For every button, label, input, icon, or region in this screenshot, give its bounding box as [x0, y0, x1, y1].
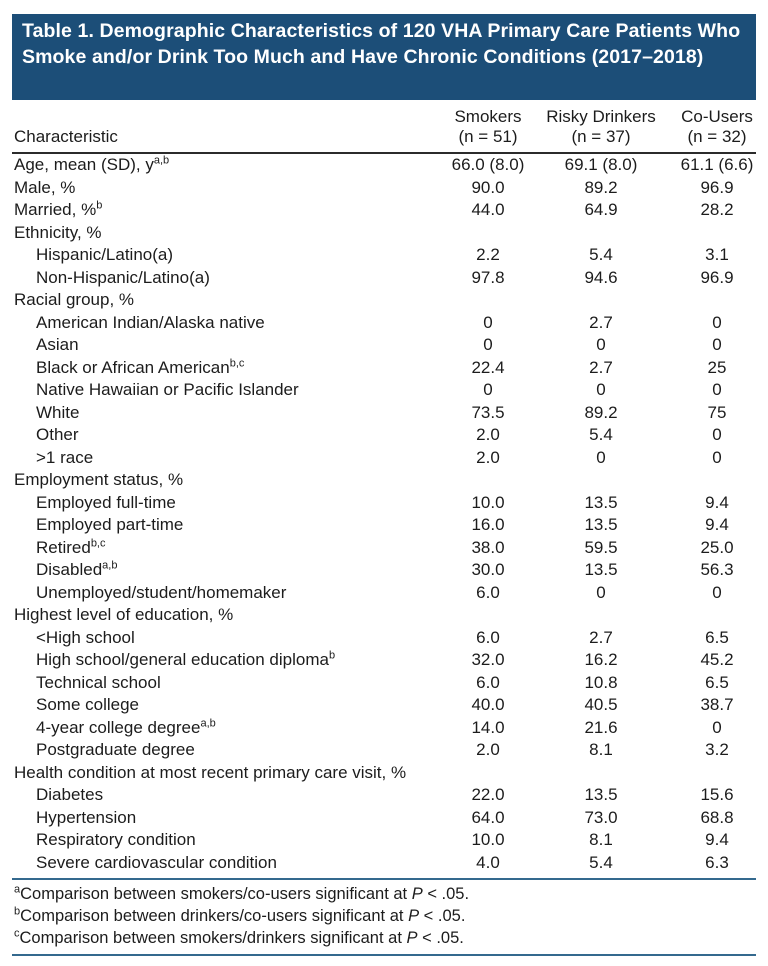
cell-value: 21.6 — [584, 717, 618, 737]
cell-value: 69.1 (8.0) — [564, 155, 638, 174]
table-row — [12, 717, 756, 740]
cell-value: 5.4 — [589, 245, 613, 264]
table-row — [12, 829, 756, 852]
table-row — [12, 357, 756, 380]
footnotes — [12, 878, 756, 956]
row-label: Employed part-time — [36, 515, 184, 534]
cell-value: 66.0 (8.0) — [451, 155, 525, 174]
cell-value: 0 — [712, 447, 722, 467]
cell-value: 0 — [483, 335, 493, 354]
row-label: Severe cardiovascular condition — [36, 852, 277, 872]
column-header-characteristic: Characteristic — [12, 100, 430, 153]
row-label: Black or African American$^{b,c}$ — [36, 356, 245, 377]
section-label: Racial group, % — [14, 290, 135, 309]
cell-value: 73.5 — [471, 402, 505, 422]
cell-value: 40.5 — [584, 695, 618, 714]
cell-value: 0 — [596, 582, 606, 602]
cell-value: 13.5 — [584, 785, 618, 804]
cell-value: 38.0 — [471, 537, 505, 557]
cell-value: 25 — [707, 357, 727, 377]
cell-value: 28.2 — [700, 200, 734, 219]
table-row — [12, 424, 756, 447]
row-label: American Indian/Alaska native — [36, 312, 265, 332]
footnote-marker: a,b — [200, 716, 216, 729]
cell-value: 2.0 — [476, 740, 500, 759]
cell-value: 30.0 — [471, 560, 505, 579]
table-header — [12, 100, 756, 153]
cell-value: 59.5 — [584, 537, 618, 557]
cell-value — [546, 289, 656, 312]
cell-value: 64.9 — [584, 200, 618, 219]
footnote-text: Comparison between smokers/drinkers significant at — [19, 929, 407, 947]
section-label: Highest level of education, % — [14, 605, 234, 624]
cell-value: 6.0 — [476, 672, 500, 692]
cell-value: 8.1 — [589, 740, 613, 759]
footnote-stat: P — [408, 907, 420, 925]
cell-value: 0 — [712, 380, 722, 399]
row-label: Male, % — [14, 177, 76, 197]
cell-value: 38.7 — [700, 695, 734, 714]
table-row — [12, 739, 756, 762]
row-label: Disabled$^{a,b}$ — [36, 559, 118, 579]
header-row — [12, 100, 756, 153]
footnote-tail: < .05. — [419, 907, 466, 925]
footnote-text: Comparison between drinkers/co-users significant at — [20, 907, 409, 925]
row-label: Asian — [36, 335, 79, 354]
cell-value: 97.8 — [471, 267, 505, 287]
cell-value: 9.4 — [705, 515, 729, 534]
cell-value: 9.4 — [705, 492, 729, 512]
cell-value: 0 — [596, 335, 606, 354]
cell-value — [430, 762, 546, 785]
cell-value: 89.2 — [584, 402, 618, 422]
cell-value: 64.0 — [471, 807, 505, 827]
row-label: Employed full-time — [36, 492, 176, 512]
table-row — [12, 514, 756, 537]
table-row — [12, 807, 756, 830]
footnote-marker: b — [328, 649, 336, 662]
row-label: White — [36, 402, 80, 422]
cell-value: 13.5 — [584, 515, 618, 534]
cell-value: 0 — [712, 717, 722, 737]
cell-value: 22.0 — [471, 785, 505, 804]
table-row — [12, 447, 756, 470]
section-label: Health condition at most recent primary care visit, % — [14, 762, 407, 782]
row-label: <High school — [36, 627, 135, 647]
footnote-marker: b — [96, 199, 103, 212]
cell-value: 14.0 — [471, 717, 505, 737]
column-header-n: (n = 51) — [458, 127, 518, 146]
footnote-marker: b,c — [229, 356, 245, 369]
cell-value: 56.3 — [700, 560, 734, 579]
footnote-c — [14, 927, 756, 949]
table-row — [12, 177, 756, 200]
cell-value: 0 — [712, 312, 722, 332]
cell-value: 90.0 — [471, 177, 505, 197]
cell-value: 0 — [596, 447, 606, 467]
section-label: Employment status, % — [14, 470, 184, 489]
cell-value: 61.1 (6.6) — [680, 155, 754, 174]
cell-value: 25.0 — [700, 537, 734, 557]
table-row — [12, 402, 756, 425]
cell-value — [546, 469, 656, 492]
cell-value: 9.4 — [705, 830, 729, 849]
cell-value: 10.8 — [584, 672, 618, 692]
footnote-a — [14, 883, 756, 905]
footnote-stat: P — [411, 885, 423, 903]
footnote-tail: < .05. — [422, 885, 470, 903]
cell-value: 45.2 — [700, 650, 734, 669]
cell-value: 16.0 — [471, 515, 505, 534]
cell-value: 6.0 — [476, 582, 500, 602]
column-header-label: Smokers — [454, 107, 522, 126]
cell-value — [430, 289, 546, 312]
footnote-marker: a,b — [153, 154, 170, 167]
cell-value: 0 — [483, 380, 493, 399]
row-label: Some college — [36, 695, 140, 714]
row-label: Respiratory condition — [36, 830, 196, 849]
table-row — [12, 267, 756, 290]
cell-value: 2.0 — [476, 447, 500, 467]
table-row — [12, 649, 756, 672]
footnote-marker: a,b — [102, 559, 118, 572]
table-row — [12, 199, 756, 222]
table-row — [12, 672, 756, 695]
cell-value: 16.2 — [584, 650, 618, 669]
section-row — [12, 469, 756, 492]
cell-value — [546, 762, 656, 785]
footnote-marker: b — [14, 905, 21, 918]
cell-value: 6.0 — [476, 627, 500, 647]
footnote-marker: b,c — [90, 536, 106, 549]
table-row — [12, 492, 756, 515]
cell-value: 44.0 — [471, 200, 505, 219]
table-row — [12, 334, 756, 357]
row-label: Diabetes — [36, 785, 104, 804]
cell-value: 3.1 — [705, 245, 729, 264]
row-label: Married, %$^b$ — [14, 199, 103, 219]
row-label: Hypertension — [36, 807, 137, 827]
table-row — [12, 784, 756, 807]
cell-value: 0 — [596, 380, 606, 399]
cell-value — [656, 762, 756, 785]
column-header-risky-drinkers — [546, 100, 656, 153]
cell-value: 6.5 — [705, 627, 729, 647]
table-row — [12, 379, 756, 402]
cell-value — [430, 604, 546, 627]
cell-value: 8.1 — [589, 830, 613, 849]
row-label: Postgraduate degree — [36, 740, 195, 759]
column-header-label: Co-Users — [681, 107, 753, 126]
footnote-b — [14, 905, 756, 927]
cell-value — [546, 604, 656, 627]
cell-value — [656, 604, 756, 627]
cell-value: 2.7 — [589, 312, 613, 332]
table-row — [12, 582, 756, 605]
table-row — [12, 312, 756, 335]
cell-value — [656, 289, 756, 312]
cell-value: 3.2 — [705, 740, 729, 759]
cell-value: 6.3 — [705, 852, 729, 872]
cell-value: 15.6 — [700, 785, 734, 804]
cell-value — [430, 222, 546, 245]
table-row — [12, 153, 756, 177]
section-row — [12, 289, 756, 312]
cell-value: 0 — [712, 582, 722, 602]
cell-value: 10.0 — [471, 492, 505, 512]
cell-value — [656, 469, 756, 492]
cell-value: 13.5 — [584, 560, 618, 579]
footnote-text: Comparison between smokers/co-users significant at — [20, 885, 412, 903]
cell-value: 68.8 — [700, 807, 734, 827]
table-row — [12, 537, 756, 560]
table-row — [12, 244, 756, 267]
table-row — [12, 627, 756, 650]
cell-value — [546, 222, 656, 245]
cell-value: 22.4 — [471, 357, 505, 377]
footnote-marker: c — [14, 927, 20, 940]
table-title: Table 1. Demographic Characteristics of 120 VHA Primary Care Patients Who Smoke and/or Drink Too Much and Have Chronic Conditions (2017–2018) — [12, 14, 756, 100]
table-row — [12, 559, 756, 582]
section-row — [12, 222, 756, 245]
section-label: Ethnicity, % — [14, 222, 102, 242]
row-label: Unemployed/student/homemaker — [36, 582, 287, 602]
row-label: Retired$^{b,c}$ — [36, 536, 106, 557]
cell-value: 10.0 — [471, 830, 505, 849]
cell-value: 0 — [712, 425, 722, 444]
footnote-tail: < .05. — [417, 929, 464, 947]
cell-value: 75 — [707, 402, 727, 422]
row-label: High school/general education diploma$^b$ — [36, 649, 336, 669]
table-body — [12, 153, 756, 874]
cell-value: 40.0 — [471, 695, 505, 714]
column-header-co-users — [656, 100, 756, 153]
cell-value: 5.4 — [589, 425, 613, 444]
column-header-n: (n = 32) — [687, 127, 747, 146]
table-row — [12, 852, 756, 875]
column-header-label: Risky Drinkers — [546, 107, 656, 126]
footnote-stat: P — [406, 929, 418, 947]
column-header-smokers — [430, 100, 546, 153]
cell-value: 4.0 — [476, 852, 500, 872]
cell-value: 0 — [483, 312, 493, 332]
row-label: Native Hawaiian or Pacific Islander — [36, 380, 299, 399]
cell-value — [430, 469, 546, 492]
cell-value: 2.2 — [476, 245, 500, 264]
row-label: >1 race — [36, 447, 94, 467]
section-row — [12, 762, 756, 785]
cell-value: 94.6 — [584, 267, 618, 287]
row-label: 4-year college degree$^{a,b}$ — [36, 716, 216, 737]
cell-value: 96.9 — [700, 267, 734, 287]
row-label: Technical school — [36, 672, 161, 692]
cell-value: 2.0 — [476, 425, 500, 444]
cell-value: 2.7 — [589, 627, 613, 647]
cell-value: 13.5 — [584, 492, 618, 512]
cell-value: 0 — [712, 335, 722, 354]
cell-value: 89.2 — [584, 177, 618, 197]
column-header-n: (n = 37) — [571, 127, 631, 146]
table-row — [12, 694, 756, 717]
footnote-marker: a — [14, 883, 21, 896]
section-row — [12, 604, 756, 627]
cell-value — [656, 222, 756, 245]
cell-value: 5.4 — [589, 852, 613, 872]
row-label: Age, mean (SD), $y^{a,b}$ — [14, 154, 170, 174]
cell-value: 2.7 — [589, 357, 613, 377]
cell-value: 73.0 — [584, 807, 618, 827]
row-label: Non-Hispanic/Latino(a) — [36, 267, 210, 287]
row-label: Other — [36, 425, 79, 444]
cell-value: 96.9 — [700, 177, 734, 197]
demographics-table — [12, 100, 756, 874]
row-label: Hispanic/Latino(a) — [36, 245, 174, 264]
cell-value: 6.5 — [705, 672, 729, 692]
cell-value: 32.0 — [471, 650, 505, 669]
